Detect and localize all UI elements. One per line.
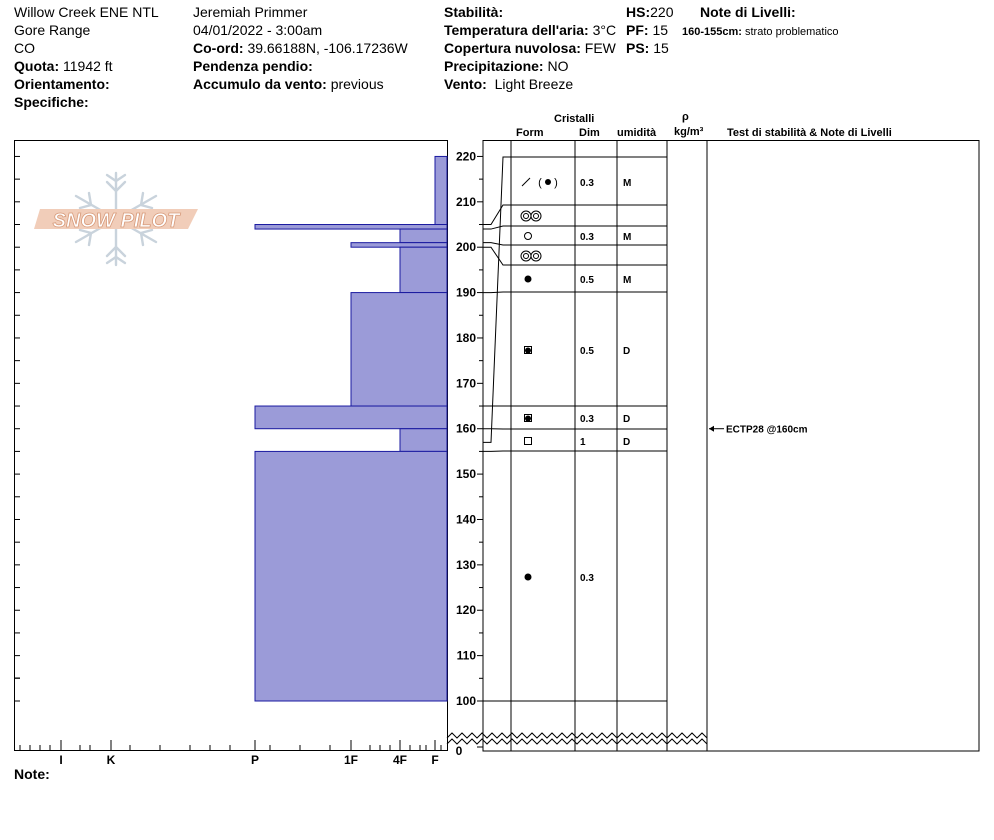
quota-label: Quota: bbox=[14, 58, 60, 74]
height-tick-label-160: 160 bbox=[455, 421, 476, 436]
layer-note-text: strato problematico bbox=[745, 26, 839, 38]
crystal-form-ice-crust bbox=[521, 211, 541, 221]
height-tick-label-150: 150 bbox=[455, 467, 476, 482]
table-frame bbox=[483, 141, 979, 752]
facet-dot bbox=[525, 348, 531, 354]
orientamento-label: Orientamento: bbox=[14, 76, 110, 92]
ps-label: PS: bbox=[626, 40, 650, 56]
layer-connector bbox=[483, 292, 511, 293]
crystal-form-ice-crust bbox=[521, 251, 541, 261]
crust-ring-inner bbox=[534, 214, 539, 219]
pf-label: PF: bbox=[626, 22, 649, 38]
crystal-size-4: 0.5 bbox=[580, 275, 594, 286]
crystal-form-rounded bbox=[525, 233, 532, 240]
pf-value: 15 bbox=[652, 22, 669, 38]
crystal-moisture-6: D bbox=[623, 414, 631, 425]
crystal-moisture-0: M bbox=[623, 178, 632, 189]
hardness-bar-0 bbox=[435, 156, 447, 224]
hardness-axis bbox=[20, 740, 441, 767]
hardness-bar-7 bbox=[400, 429, 447, 452]
temperatura-value: 3°C bbox=[592, 22, 617, 38]
layer-connector bbox=[483, 157, 511, 442]
facet-dot bbox=[525, 416, 531, 422]
stability-header: Test di stabilità & Note di Livelli bbox=[727, 127, 892, 139]
crystal-form-rounded-grains bbox=[525, 574, 532, 581]
density-unit-header: kg/m³ bbox=[674, 126, 704, 138]
range-name: Gore Range bbox=[14, 22, 91, 38]
layer-connector bbox=[483, 247, 511, 265]
height-tick-label-140: 140 bbox=[455, 512, 476, 527]
coord-label: Co-ord: bbox=[193, 40, 244, 56]
crystal-form-rounding-facets bbox=[525, 347, 532, 354]
ps-value: 15 bbox=[653, 40, 669, 56]
specifiche-label: Specifiche: bbox=[14, 94, 89, 110]
crust-ring-inner bbox=[534, 254, 539, 259]
accumulo-label: Accumulo da vento: bbox=[193, 76, 327, 92]
height-tick-label-190: 190 bbox=[455, 285, 476, 300]
axis-break-zigzag bbox=[447, 739, 707, 744]
hs-label: HS: bbox=[626, 4, 651, 20]
crystal-size-7: 1 bbox=[580, 437, 586, 448]
rounded-grain-outline bbox=[525, 233, 532, 240]
stability-panel bbox=[709, 425, 808, 436]
hardness-tick-label-1F: 1F bbox=[343, 753, 359, 767]
crystal-table bbox=[447, 140, 979, 751]
hardness-bar-2 bbox=[400, 229, 447, 243]
cristalli-header: Cristalli bbox=[554, 113, 595, 125]
rounded-grain-dot bbox=[525, 574, 532, 581]
hardness-bar-8 bbox=[255, 451, 447, 701]
layer-connector bbox=[483, 243, 511, 245]
quota-value: 11942 ft bbox=[63, 58, 113, 74]
vento-value: Light Breeze bbox=[494, 76, 574, 92]
hardness-bar-1 bbox=[255, 225, 447, 230]
height-tick-label-220: 220 bbox=[455, 149, 476, 164]
form-header: Form bbox=[516, 127, 544, 139]
dim-header: Dim bbox=[579, 127, 600, 139]
height-tick-label-130: 130 bbox=[455, 557, 476, 572]
layer-note-range: 160-155cm: bbox=[682, 26, 742, 38]
hardness-bar-3 bbox=[351, 243, 447, 248]
crystal-size-5: 0.5 bbox=[580, 346, 594, 357]
layer-connector bbox=[483, 226, 511, 229]
crust-ring-outer bbox=[521, 211, 531, 221]
temperatura-label: Temperatura dell'aria: bbox=[444, 22, 589, 38]
crystal-form-rounded-grains bbox=[525, 276, 532, 283]
height-axis bbox=[456, 140, 483, 758]
hardness-tick-label-K: K bbox=[106, 753, 116, 767]
rho-header: ρ bbox=[682, 111, 689, 123]
observation-datetime: 04/01/2022 - 3:00am bbox=[193, 22, 323, 38]
facet-outline bbox=[525, 438, 532, 445]
hardness-tick-label-F: F bbox=[431, 753, 439, 767]
dendrite-stroke bbox=[522, 178, 530, 186]
umidita-header: umidità bbox=[617, 127, 657, 139]
crust-ring-outer bbox=[531, 251, 541, 261]
location-name: Willow Creek ENE NTL bbox=[14, 4, 159, 20]
stabilita-label: Stabilità: bbox=[444, 4, 504, 20]
rounded-grain-dot bbox=[525, 276, 532, 283]
crust-ring-inner bbox=[524, 214, 529, 219]
crystal-moisture-5: D bbox=[623, 346, 631, 357]
crystal-moisture-4: M bbox=[623, 275, 632, 286]
note-livelli-label: Note di Livelli: bbox=[700, 4, 796, 20]
observer-name: Jeremiah Primmer bbox=[193, 4, 308, 20]
graupel-bracket-close: ) bbox=[554, 177, 558, 189]
crystal-moisture-7: D bbox=[623, 437, 631, 448]
graupel-dot bbox=[545, 179, 551, 185]
axis-break-zigzag bbox=[447, 733, 707, 738]
height-zero-label: 0 bbox=[455, 744, 463, 758]
height-tick-label-170: 170 bbox=[455, 376, 476, 391]
crystal-moisture-2: M bbox=[623, 232, 632, 243]
snowpilot-logo bbox=[34, 173, 198, 265]
crystal-size-2: 0.3 bbox=[580, 232, 594, 243]
hardness-bars bbox=[255, 156, 447, 701]
crystal-form-faceted bbox=[525, 438, 532, 445]
layer-connector bbox=[483, 205, 511, 225]
hardness-tick-label-P: P bbox=[250, 753, 260, 767]
height-tick-label-100: 100 bbox=[455, 694, 476, 708]
accumulo-value: previous bbox=[330, 76, 384, 92]
height-tick-label-210: 210 bbox=[455, 194, 476, 209]
height-tick-label-200: 200 bbox=[455, 240, 476, 255]
height-tick-label-120: 120 bbox=[455, 603, 476, 618]
copertura-value: FEW bbox=[584, 40, 616, 56]
stability-arrow-head bbox=[709, 426, 714, 432]
snowpilot-logo-text: SNOW PILOT bbox=[52, 210, 180, 232]
copertura-label: Copertura nuvolosa: bbox=[444, 40, 581, 56]
coord-value: 39.66188N, -106.17236W bbox=[247, 40, 408, 56]
crystal-form-dendrite-graupel bbox=[522, 177, 558, 189]
precipitazione-label: Precipitazione: bbox=[444, 58, 544, 74]
crust-ring-outer bbox=[531, 211, 541, 221]
stability-test-label-0: ECTP28 @160cm bbox=[726, 424, 808, 436]
vento-label: Vento: bbox=[444, 76, 487, 92]
hs-value: 220 bbox=[650, 4, 674, 20]
precipitazione-value: NO bbox=[547, 58, 569, 74]
crystal-size-6: 0.3 bbox=[580, 414, 594, 425]
hardness-tick-label-I: I bbox=[59, 753, 63, 767]
hardness-bar-6 bbox=[255, 406, 447, 429]
graupel-bracket-open: ( bbox=[538, 177, 542, 189]
note-label: Note: bbox=[14, 766, 50, 782]
hardness-bar-5 bbox=[351, 293, 447, 406]
crust-ring-inner bbox=[524, 254, 529, 259]
state-name: CO bbox=[14, 40, 35, 56]
crystal-size-0: 0.3 bbox=[580, 178, 594, 189]
height-tick-label-180: 180 bbox=[455, 330, 476, 345]
crystal-size-8: 0.3 bbox=[580, 573, 594, 584]
height-tick-label-110: 110 bbox=[456, 648, 476, 663]
crust-ring-outer bbox=[521, 251, 531, 261]
pendenza-label: Pendenza pendio: bbox=[193, 58, 313, 74]
crystal-form-rounding-facets bbox=[525, 415, 532, 422]
hardness-bar-4 bbox=[400, 247, 447, 292]
hardness-tick-label-4F: 4F bbox=[392, 753, 408, 767]
